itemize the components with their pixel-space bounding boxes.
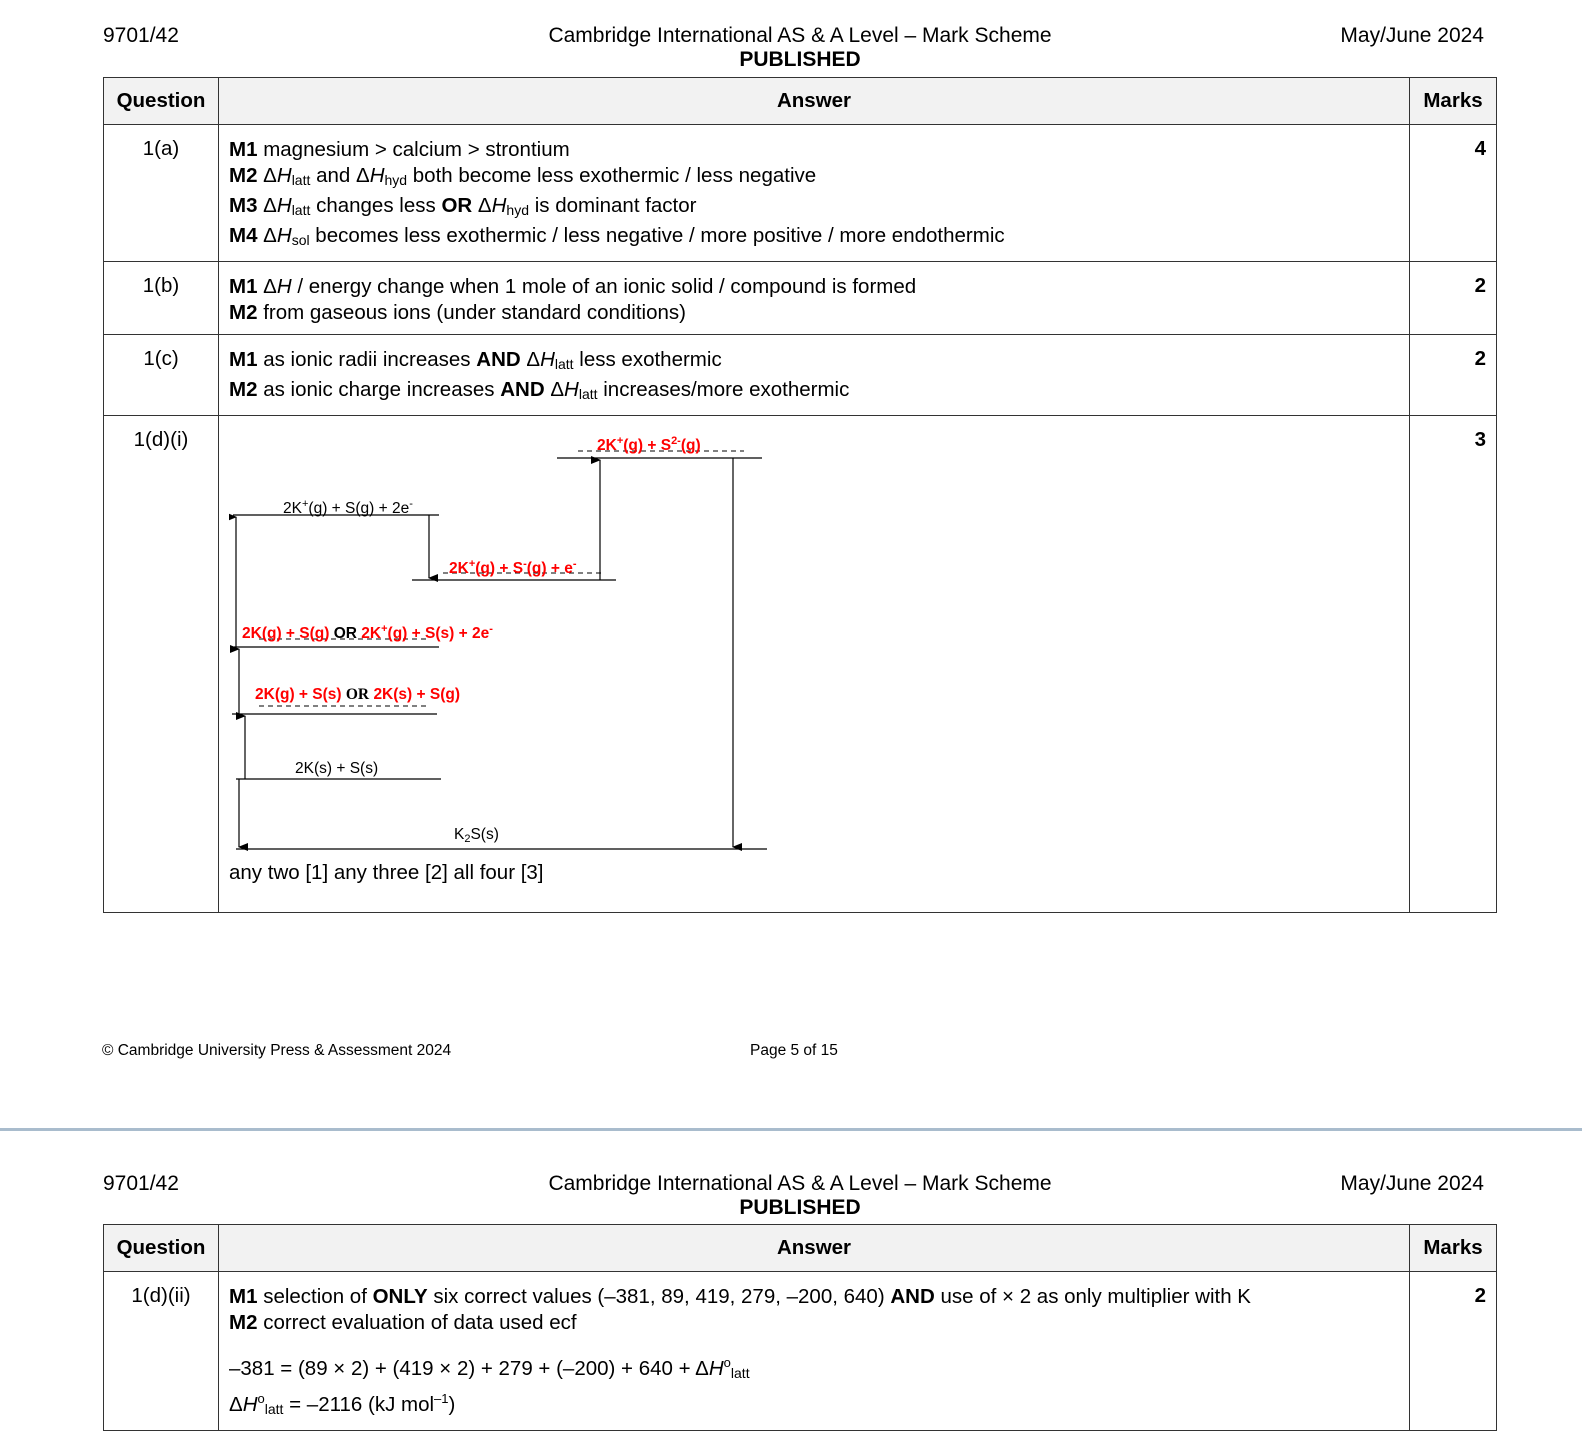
page-2 [0,1148,1582,1448]
answer-cell [219,335,1410,416]
answer-line: M1 magnesium > calcium > strontium [229,138,570,161]
question-number: 1(b) [104,262,219,335]
label-level-3: 2K(g) + S(g) OR 2K+(g) + S(s) + 2e- [242,623,493,642]
table-header-row [104,78,1497,125]
label-level-2: 2K(g) + S(s) OR 2K(s) + S(g) [255,686,460,703]
marks-value: 3 [1410,416,1497,913]
answer-line: M4 $\Delta H_{sol}$ becomes less exothermic / less negative / more positive / more endothermic [229,224,1005,248]
table-header-row [104,1225,1497,1272]
label-s-minus: 2K+(g) + S-(g) + e- [449,558,577,577]
question-header: Question [104,1225,219,1272]
question-number: 1(c) [104,335,219,416]
exam-session: May/June 2024 [1340,1172,1484,1195]
answer-header: Answer [219,78,1410,125]
label-k-plus-s: 2K+(g) + S(g) + 2e- [283,498,413,517]
answer-line: M2 $\Delta H_{latt}$ and $\Delta H_{hyd}$ both become less exothermic / less negative [229,164,817,188]
answer-line: M3 $\Delta H_{latt}$ changes less OR $\Delta H_{hyd}$ is dominant factor [229,194,697,218]
answer-cell [219,262,1410,335]
answer-line: M2 from gaseous ions (under standard conditions) [229,301,686,324]
title-text: Cambridge International AS & A Level – Mark Scheme [548,1172,1052,1195]
label-elements: 2K(s) + S(s) [295,760,379,777]
label-base: K2S(s) [454,826,499,845]
page-separator [0,1128,1582,1148]
footer-page-number: Page 5 of 15 [750,1042,838,1059]
equation-line: $\Delta H^o_{latt} = -2116$ (kJ mol$^{-1}$) [229,1391,456,1417]
answer-line: M1 selection of ONLY six correct values (–381, 89, 419, 279, –200, 640) AND use of × 2 as only multiplier with K [229,1285,1251,1308]
table-row [104,262,1497,335]
question-number: 1(d)(ii) [104,1272,219,1431]
answer-cell [219,416,1410,913]
marks-header: Marks [1410,1225,1497,1272]
marking-note: any two [1] any three [2] all four [3] [229,861,544,884]
answer-line: M2 correct evaluation of data used ecf [229,1311,577,1334]
question-number: 1(a) [104,125,219,262]
table-row [104,125,1497,262]
marks-value: 2 [1410,1272,1497,1431]
question-header: Question [104,78,219,125]
marks-value: 2 [1410,335,1497,416]
label-top-level: $2K^+(g) + S^{2-}(g)$ [597,435,701,454]
born-haber-cycle [229,424,789,864]
marks-header: Marks [1410,78,1497,125]
mark-scheme-table [103,1224,1497,1431]
published-label: PUBLISHED [739,48,861,71]
marks-value: 2 [1410,262,1497,335]
answer-line: M1 ΔH / energy change when 1 mole of an ionic solid / compound is formed [229,275,917,298]
table-row [104,335,1497,416]
answer-header: Answer [219,1225,1410,1272]
mark-scheme-table [103,77,1497,913]
answer-cell [219,125,1410,262]
table-row [104,1272,1497,1431]
footer-copyright: © Cambridge University Press & Assessment 2024 [102,1042,452,1059]
paper-code: 9701/42 [103,24,179,47]
question-number: 1(d)(i) [104,416,219,913]
answer-line: M1 as ionic radii increases AND $\Delta H_{latt}$ less exothermic [229,348,722,372]
exam-session: May/June 2024 [1340,24,1484,47]
equation-line: $-381 = (89 \times 2) + (419 \times 2) + 279 + (-200) + 640 + \Delta H^o_{latt}$ [229,1355,750,1381]
marks-value: 4 [1410,125,1497,262]
paper-code: 9701/42 [103,1172,179,1195]
answer-line: M2 as ionic charge increases AND $\Delta H_{latt}$ increases/more exothermic [229,378,850,402]
published-label: PUBLISHED [739,1196,861,1219]
answer-cell [219,1272,1410,1431]
table-row [104,416,1497,913]
title-text: Cambridge International AS & A Level – Mark Scheme [548,24,1052,47]
